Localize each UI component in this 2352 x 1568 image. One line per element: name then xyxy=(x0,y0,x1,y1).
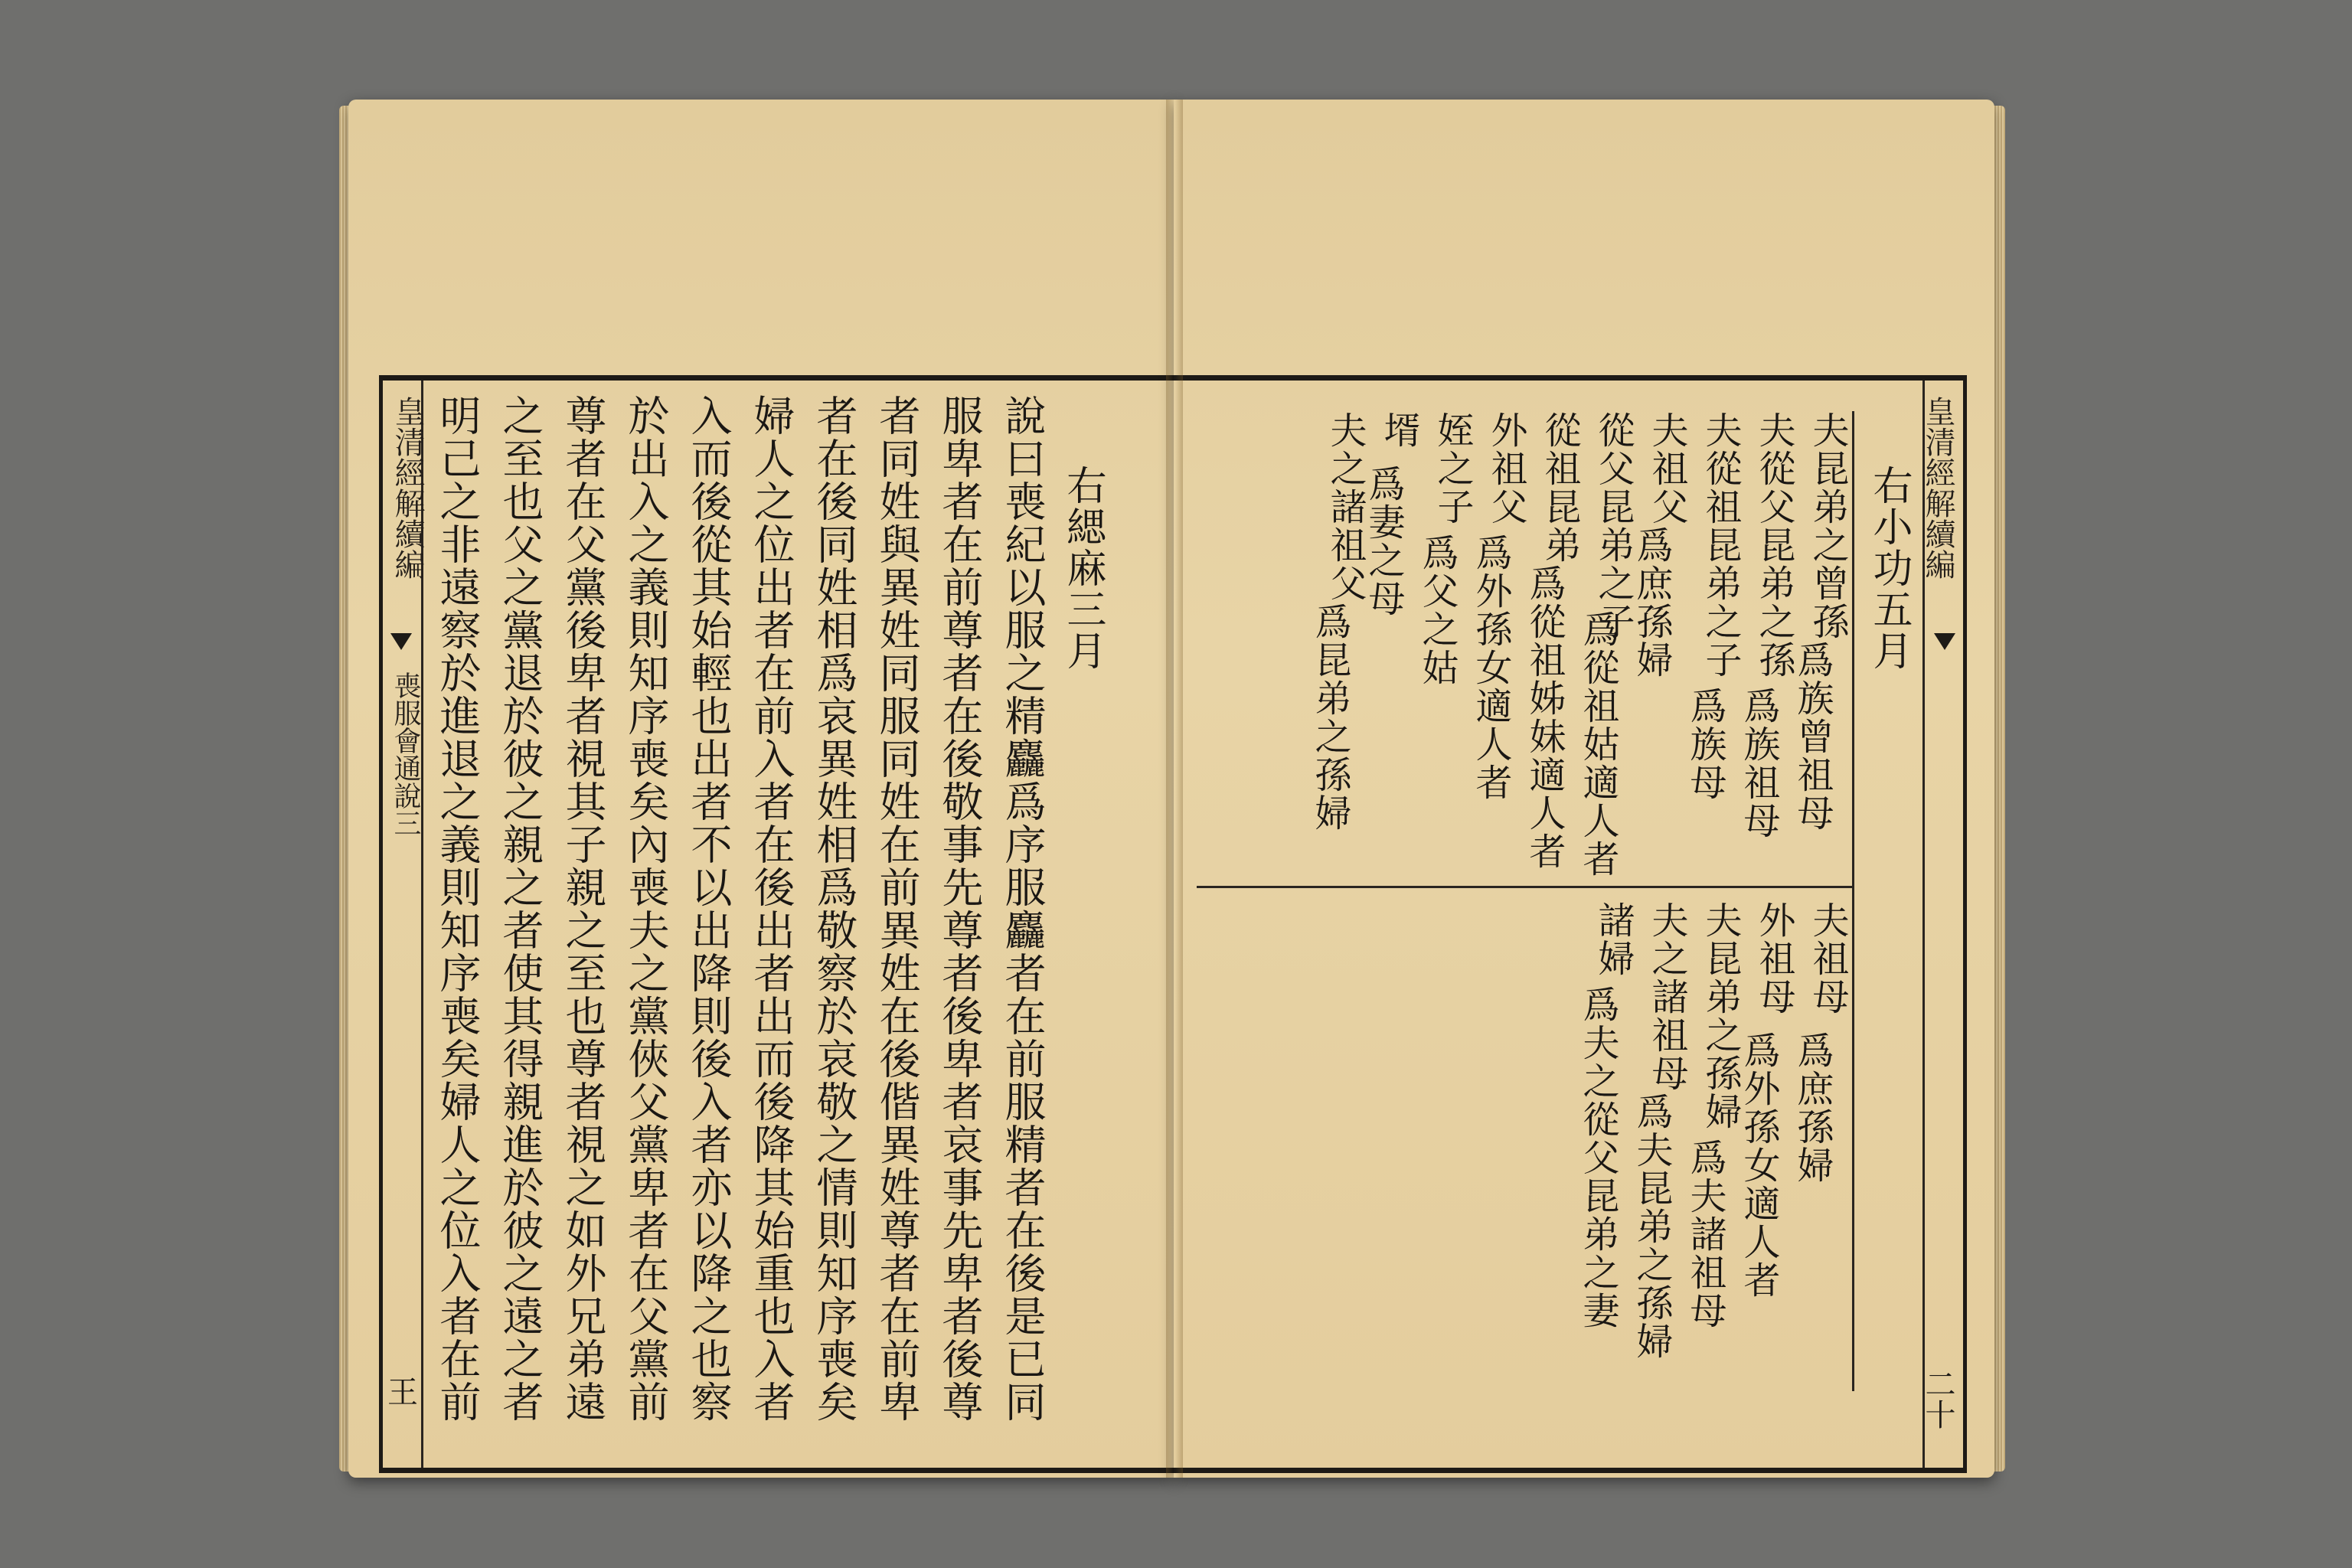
entry-who: 夫昆弟之孫婦 xyxy=(1699,901,1742,1131)
entry-who: 夫之諸祖父 xyxy=(1324,411,1367,603)
section-heading: 右緦麻三月 xyxy=(1060,465,1106,671)
text-column: 者同姓與異姓同服同姓在前異姓在後偕異姓尊者在前卑 xyxy=(873,394,921,1423)
left-print-frame xyxy=(379,375,1174,1473)
entry-who: 從祖昆弟 xyxy=(1538,411,1581,564)
left-page xyxy=(348,100,1174,1478)
margin-title: 皇清經解續編 xyxy=(1920,396,1955,580)
entry-rel: 爲夫諸祖母 xyxy=(1684,1138,1726,1330)
right-page xyxy=(1174,100,1994,1478)
entry-who: 夫祖母 xyxy=(1806,901,1849,1016)
heading-rule xyxy=(1852,411,1854,1391)
entry-rel: 爲夫昆弟之孫婦 xyxy=(1630,1093,1673,1361)
entry-who: 夫從父昆弟之孫 xyxy=(1753,411,1795,679)
page-number: 二十 xyxy=(1920,1368,1955,1429)
entry-rel: 爲外孫女適人者 xyxy=(1469,534,1512,802)
entry-who: 夫從祖昆弟之子 xyxy=(1699,411,1742,679)
text-column: 尊者在父黨後卑者視其子親之至也尊者視之如外兄弟遠 xyxy=(559,394,607,1423)
entry-who: 諸婦 xyxy=(1592,901,1635,978)
entry-rel: 爲妻之母 xyxy=(1362,465,1405,618)
text-column: 於出入之義則知序喪矣內喪夫之黨俠父黨卑者在父黨前 xyxy=(622,394,670,1423)
entry-rel: 爲從祖姊妹適人者 xyxy=(1523,564,1566,871)
text-column: 明己之非遠察於進退之義則知序喪矣婦人之位入者在前 xyxy=(433,394,482,1423)
text-column: 者在後同姓相爲哀異姓相爲敬察於哀敬之情則知序喪矣 xyxy=(810,394,858,1423)
register-divider xyxy=(1197,886,1852,888)
entry-rel: 爲夫之從父昆弟之妻 xyxy=(1576,985,1619,1330)
entry-who: 外祖母 xyxy=(1753,901,1795,1016)
entry-rel: 爲父之姑 xyxy=(1416,534,1459,687)
margin-title: 皇清經解續編 xyxy=(390,396,425,580)
entry-who: 夫昆弟之曾孫 xyxy=(1806,411,1849,641)
fold-mark xyxy=(390,633,412,650)
entry-who: 夫之諸祖母 xyxy=(1645,901,1688,1093)
entry-who: 外祖父 xyxy=(1485,411,1527,526)
open-book xyxy=(348,93,1994,1487)
entry-rel: 爲庶孫婦 xyxy=(1791,1031,1834,1184)
right-print-frame xyxy=(1174,375,1967,1473)
text-column: 入而後從其始輕也出者不以出降則後入者亦以降之也察 xyxy=(684,394,733,1423)
text-column: 之至也父之黨退於彼之親之者使其得親進於彼之遠之者 xyxy=(496,394,544,1423)
entry-rel: 爲族曾祖母 xyxy=(1791,641,1834,832)
entry-rel: 爲昆弟之孫婦 xyxy=(1308,603,1351,832)
text-column: 婦人之位出者在前入者在後出者出而後降其始重也入者 xyxy=(747,394,795,1423)
entry-who: 夫祖父 xyxy=(1645,411,1688,526)
entry-rel: 爲庶孫婦 xyxy=(1630,526,1673,679)
entry-rel: 爲外孫女適人者 xyxy=(1737,1031,1780,1299)
page-edges-right xyxy=(1993,106,2005,1472)
page-number: 王 xyxy=(387,1375,418,1410)
book-gutter xyxy=(1166,100,1183,1478)
entry-who: 姪之子 xyxy=(1431,411,1474,526)
entry-who: 壻 xyxy=(1377,411,1420,449)
entry-who: 從父昆弟之子 xyxy=(1592,411,1635,641)
entry-rel: 爲族祖母 xyxy=(1737,687,1780,840)
section-heading: 右小功五月 xyxy=(1866,465,1912,671)
entry-rel: 爲族母 xyxy=(1684,687,1726,802)
fold-mark xyxy=(1934,633,1955,650)
text-column: 說曰喪紀以服之精麤爲序服麤者在前服精者在後是已同 xyxy=(998,394,1047,1423)
text-column: 服卑者在前尊者在後敬事先尊者後卑者哀事先卑者後尊 xyxy=(936,394,984,1423)
margin-section: 喪服會通說三 xyxy=(390,671,421,837)
entry-rel: 爲從祖姑適人者 xyxy=(1576,610,1619,878)
